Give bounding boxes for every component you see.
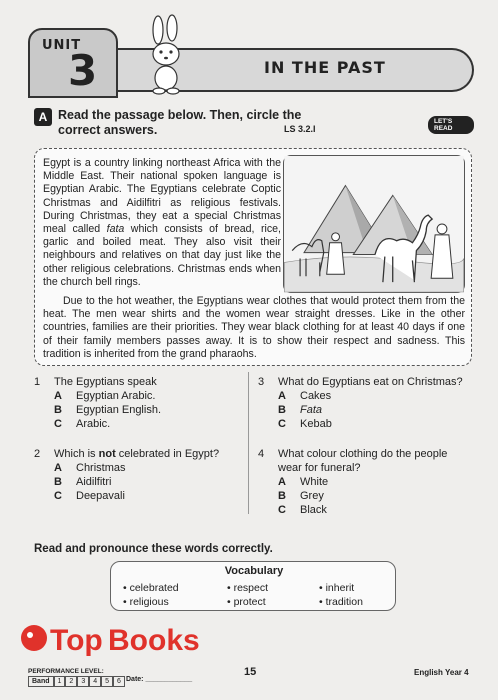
pronounce-instruction: Read and pronounce these words correctly.	[34, 543, 273, 555]
band-6[interactable]: 6	[113, 676, 125, 687]
date-label: Date: ____________	[126, 676, 193, 683]
vocabulary-box	[110, 561, 396, 611]
band-5[interactable]: 5	[101, 676, 113, 687]
unit-title: IN THE PAST	[264, 58, 386, 77]
question-text: What colour clothing do the people	[278, 448, 448, 460]
vocab-word: • tradition	[319, 596, 363, 608]
question-text: What do Egyptians eat on Christmas?	[278, 376, 463, 388]
question-number: 3	[258, 376, 265, 388]
option-b[interactable]: B Grey	[278, 490, 324, 502]
lets-read-tag: LET'S READ	[428, 116, 474, 134]
option-c[interactable]: C Arabic.	[54, 418, 111, 430]
column-divider	[248, 372, 249, 514]
unit-label: UNIT	[42, 38, 82, 53]
vocab-word: • religious	[123, 596, 169, 608]
question-number: 4	[258, 448, 265, 460]
learning-standard-code: LS 3.2.I	[284, 124, 316, 134]
question-text: The Egyptians speak	[54, 376, 157, 388]
unit-header	[28, 16, 474, 96]
band-boxes	[28, 676, 125, 687]
fata-word: fata	[106, 223, 125, 236]
option-c[interactable]: C Deepavali	[54, 490, 125, 502]
logo-text-top: Top	[50, 624, 103, 657]
question-3	[258, 375, 474, 435]
option-a[interactable]: A Cakes	[278, 390, 332, 402]
option-b[interactable]: B Egyptian English.	[54, 404, 161, 416]
band-label: Band	[28, 676, 54, 687]
option-b[interactable]: B Aidilfitri	[54, 476, 112, 488]
pyramids-camel-illustration	[283, 155, 465, 293]
question-1	[34, 375, 244, 435]
performance-level-label: PERFORMANCE LEVEL:	[28, 668, 104, 675]
option-c[interactable]: C Black	[278, 504, 327, 516]
logo-text-books: Books	[108, 624, 200, 657]
topbooks-logo	[16, 610, 200, 666]
vocab-word: • celebrated	[123, 582, 179, 594]
band-1[interactable]: 1	[54, 676, 66, 687]
option-a[interactable]: A Egyptian Arabic.	[54, 390, 156, 402]
section-instruction: Read the passage below. Then, circle the correct answers.	[58, 108, 302, 137]
band-3[interactable]: 3	[77, 676, 89, 687]
option-a[interactable]: A Christmas	[54, 462, 126, 474]
option-c[interactable]: C Kebab	[278, 418, 332, 430]
option-b[interactable]: B Fata	[278, 404, 323, 416]
reading-passage	[34, 148, 472, 366]
page-number: 15	[244, 666, 257, 678]
section-badge: A	[34, 108, 52, 126]
question-text-line-2: wear for funeral?	[278, 462, 361, 474]
vocabulary-title: Vocabulary	[224, 565, 284, 577]
unit-number: 3	[68, 46, 98, 95]
question-4	[258, 447, 474, 519]
vocab-word: • inherit	[319, 582, 355, 594]
question-number: 2	[34, 448, 41, 460]
question-number: 1	[34, 376, 41, 388]
question-text: Which is not celebrated in Egypt?	[54, 448, 220, 460]
vocab-word: • respect	[227, 582, 269, 594]
passage-paragraph-2: Due to the hot weather, the Egyptians wear clothes that would protect them from the heat. The men wear shirts and the women wear straight dresses. Like in the other countries, families are their priorities. They wear black clothing for at least 40 days if one of their family members passes away. It is to show their respect and sadness. This tradition is inherited from the grand pharaohs.	[43, 295, 465, 360]
option-a[interactable]: A White	[278, 476, 329, 488]
vocab-word: • protect	[227, 596, 266, 608]
question-2	[34, 447, 244, 507]
band-2[interactable]: 2	[65, 676, 77, 687]
book-name: English Year 4	[414, 668, 469, 677]
band-4[interactable]: 4	[89, 676, 101, 687]
passage-paragraph-1: Egypt is a country linking northeast Africa with the Middle East. Their national spoken language is Egyptian Arabic. The Egyptians celebrate Coptic Christmas and Aidilfitri as religious festivals. During Christmas, they eat a special Christmas meal called fata which consists of bread, rice, garlic and boiled meat. They also visit their neighbours and relatives on that day just like the other religious celebrations. Christmas ends when the church bell rings.	[43, 157, 281, 288]
bunny-icon	[136, 16, 196, 96]
